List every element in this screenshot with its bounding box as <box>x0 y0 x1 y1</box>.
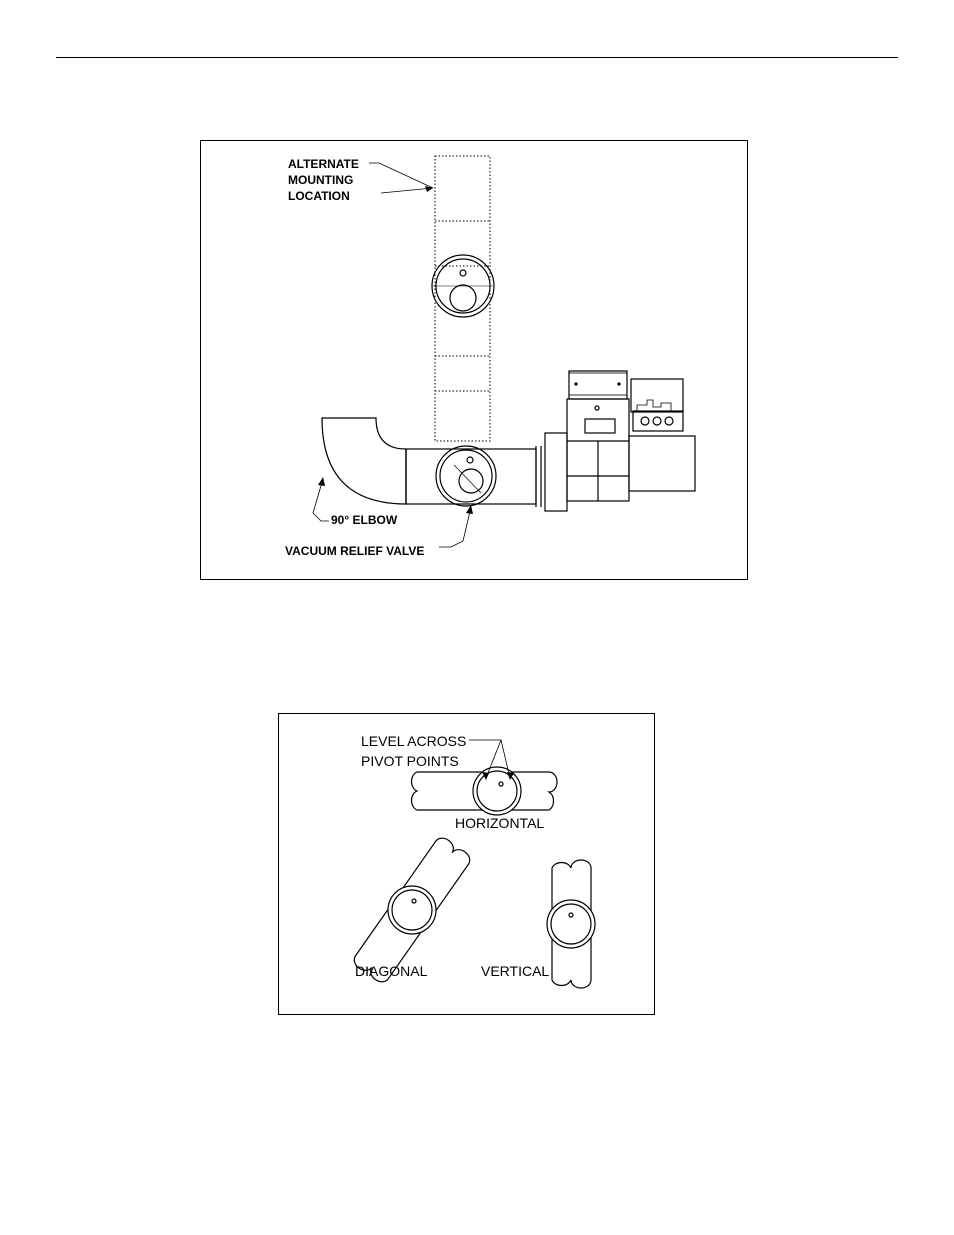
label-alternate-line1: ALTERNATE <box>288 157 359 171</box>
arrowhead <box>318 477 325 486</box>
label-90-elbow: 90° ELBOW <box>331 513 398 527</box>
diagonal-valve <box>388 886 436 934</box>
horizontal-pipe <box>406 446 541 507</box>
figure1-drawing <box>201 141 746 578</box>
alternate-valve <box>432 255 494 317</box>
label-vertical: VERTICAL <box>481 963 550 979</box>
burner-assembly <box>545 371 695 511</box>
elbow-pipe <box>322 418 406 504</box>
label-horizontal: HORIZONTAL <box>455 815 545 831</box>
figure2-drawing <box>279 714 653 1013</box>
label-alternate-line3: LOCATION <box>288 189 350 203</box>
header-rule <box>56 57 898 58</box>
vertical-orientation <box>547 860 595 988</box>
label-pivot-points: PIVOT POINTS <box>361 753 459 769</box>
vacuum-relief-valve <box>436 446 496 506</box>
label-vacuum-relief-valve: VACUUM RELIEF VALVE <box>285 544 425 558</box>
alternate-pipe <box>435 156 490 441</box>
figure-valve-orientation <box>278 713 655 1015</box>
label-diagonal: DIAGONAL <box>355 963 428 979</box>
arrowhead <box>425 186 433 192</box>
leader-lines <box>313 163 471 547</box>
label-alternate-line2: MOUNTING <box>288 173 354 187</box>
figure-vacuum-relief-mounting <box>200 140 748 580</box>
label-level-across: LEVEL ACROSS <box>361 733 467 749</box>
